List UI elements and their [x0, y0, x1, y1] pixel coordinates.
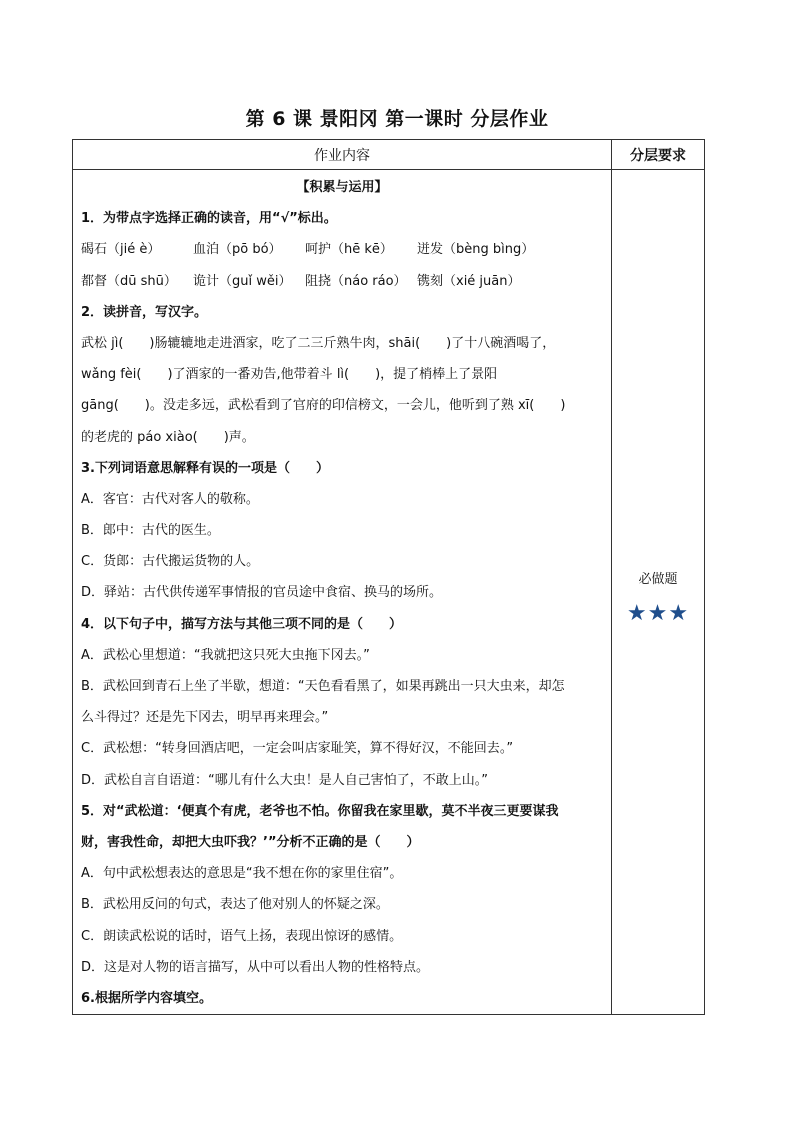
question-4-option: B．武松回到青石上坐了半歇，想道：“天色看看黑了，如果再跳出一只大虫来，却怎 [81, 679, 565, 694]
question-5-option: C．朗读武松说的话时，语气上扬，表现出惊讶的感情。 [81, 928, 403, 944]
question-2-line: 的老虎的 páo xiào( )声。 [81, 429, 255, 445]
question-3-title: 3.下列词语意思解释有误的一项是（ ） [81, 460, 329, 476]
question-5-title: 5．对“武松道：‘便真个有虎，老爷也不怕。你留我在家里歇，莫不半夜三更要谋我 [81, 803, 559, 819]
pinyin-choice: 呵护（hē kē） [305, 242, 393, 258]
content-cell [73, 170, 612, 1015]
pinyin-choice: 阻挠（náo ráo） [305, 273, 407, 289]
homework-table [72, 139, 705, 1015]
question-1-row-1 [81, 234, 603, 265]
question-4-option: D．武松自言自语道：“哪儿有什么大虫！是人自己害怕了，不敢上山。” [81, 772, 488, 788]
pinyin-choice: 都督（dū shū） [81, 273, 177, 289]
pinyin-choice: 诡计（guǐ wěi） [193, 273, 292, 289]
question-4-option: A．武松心里想道：“我就把这只死大虫拖下冈去。” [81, 647, 370, 663]
question-5-title: 财，害我性命，却把大虫吓我？’”分析不正确的是（ ） [81, 834, 420, 850]
requirement-cell [612, 170, 705, 1015]
question-5-option: B．武松用反问的句式，表达了他对别人的怀疑之深。 [81, 897, 389, 913]
question-2-line: 武松 jì( )肠辘辘地走进酒家，吃了二三斤熟牛肉，shāi( )了十八碗酒喝了， [81, 335, 556, 351]
pinyin-choice: 碣石（jié è） [81, 242, 161, 258]
question-5-option: D．这是对人物的语言描写，从中可以看出人物的性格特点。 [81, 959, 430, 975]
question-3-option: D．驿站：古代供传递军事情报的官员途中食宿、换马的场所。 [81, 585, 443, 601]
question-2-title: 2．读拼音，写汉字。 [81, 304, 208, 320]
question-4-option: 么斗得过？还是先下冈去，明早再来理会。” [81, 710, 329, 726]
table-row [73, 170, 705, 1015]
question-3-option: A．客官：古代对客人的敬称。 [81, 491, 259, 507]
column-header-content: 作业内容 [73, 140, 612, 170]
question-5-option: A．句中武松想表达的意思是“我不想在你的家里住宿”。 [81, 866, 403, 882]
table-header-row [73, 140, 705, 170]
requirement-label: 必做题 [638, 572, 678, 588]
pinyin-choice: 镌刻（xié juān） [417, 273, 521, 289]
column-header-requirement: 分层要求 [612, 140, 705, 170]
question-4-option: C．武松想：“转身回酒店吧，一定会叫店家耻笑，算不得好汉，不能回去。” [81, 741, 514, 757]
question-3-option: C．货郎：古代搬运货物的人。 [81, 554, 260, 570]
section-heading: 【积累与运用】 [296, 180, 388, 195]
pinyin-choice: 血泊（pō bó） [193, 242, 282, 258]
question-1-title: 1．为带点字选择正确的读音，用“√”标出。 [81, 211, 337, 227]
difficulty-stars-icon: ★★★ [626, 601, 690, 627]
question-3-option: B．郎中：古代的医生。 [81, 523, 220, 539]
question-6-title: 6.根据所学内容填空。 [81, 990, 212, 1006]
question-4-title: 4．以下句子中，描写方法与其他三项不同的是（ ） [81, 616, 403, 632]
question-2-line: wǎng fèi( )了酒家的一番劝告,他带着斗 lì( )，提了梢棒上了景阳 [81, 367, 498, 383]
page-title: 第 6 课 景阳冈 第一课时 分层作业 [245, 108, 549, 130]
pinyin-choice: 迸发（bèng bìng） [417, 242, 535, 258]
question-1-row-2 [81, 266, 603, 297]
question-2-line: gāng( )。没走多远，武松看到了官府的印信榜文，一会儿，他听到了熟 xī( ) [81, 398, 566, 414]
